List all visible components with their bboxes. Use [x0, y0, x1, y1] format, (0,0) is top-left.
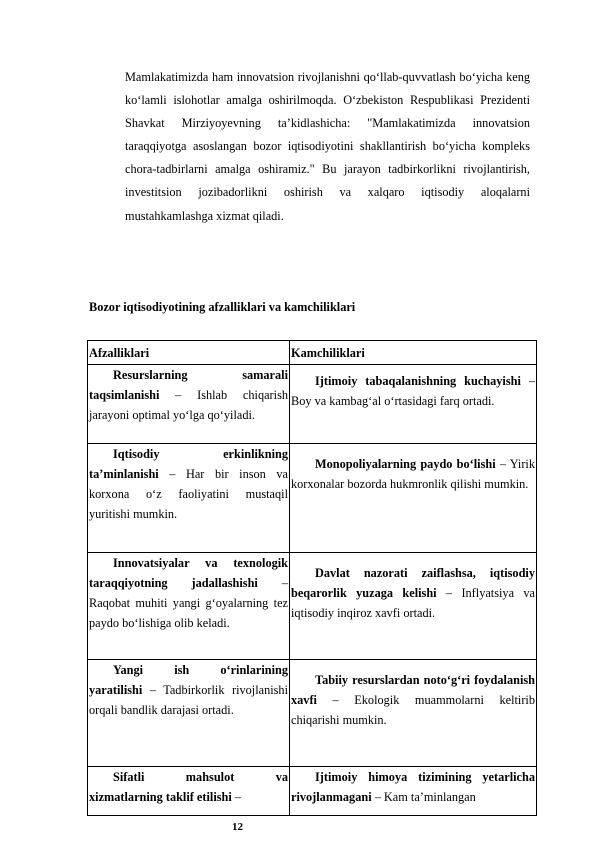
- disadvantage-text: – Yirik korxonalar bozorda hukmronlik qilishi mumkin.: [291, 457, 536, 491]
- disadvantage-title: Tabiiy resurslardan noto‘g‘ri foydalanish xavfi: [291, 673, 535, 707]
- disadvantage-title: Ijtimoiy himoya tizimining yetarlicha rivojlanmagani: [291, 770, 535, 804]
- disadvantage-title: Monopoliyalarning paydo bo‘lishi: [315, 457, 496, 471]
- intro-paragraph: [125, 66, 530, 228]
- disadvantage-cell: [290, 444, 537, 553]
- advantage-text: –: [231, 790, 242, 804]
- page-number-text: 12: [232, 821, 243, 833]
- disadvantage-cell: [290, 365, 537, 444]
- advantage-cell: [88, 767, 290, 816]
- advantage-cell: [88, 365, 290, 444]
- page-number: [0, 821, 595, 833]
- advantage-text: – Raqobat muhiti yangi g‘oyalarning tez paydo bo‘lishiga olib keladi.: [89, 576, 288, 630]
- advantage-cell: [88, 553, 290, 660]
- table-row: [88, 444, 537, 553]
- advantage-title: Sifatli mahsulot va xizmatlarning taklif etilishi: [89, 770, 288, 804]
- disadvantage-title: Ijtimoiy tabaqalanishning kuchayishi: [315, 374, 521, 388]
- disadvantage-text: – Inflyatsiya va iqtisodiy inqiroz xavfi ortadi.: [291, 586, 535, 620]
- advantage-text: – Tadbirkorlik rivojlanishi orqali bandlik darajasi ortadi.: [89, 683, 288, 717]
- advantage-text: – Har bir inson va korxona o‘z faoliyatini mustaqil yuritishi mumkin.: [89, 467, 288, 521]
- advantage-text: – Ishlab chiqarish jarayoni optimal yo‘lga qo‘yiladi.: [89, 388, 288, 422]
- header-advantages: Afzalliklari: [88, 341, 290, 365]
- advantage-title: Resurslarning samarali taqsimlanishi: [89, 368, 288, 402]
- advantage-title: Yangi ish o‘rinlarining yaratilishi: [89, 663, 288, 697]
- header-disadvantages: Kamchiliklari: [290, 341, 537, 365]
- table-row: [88, 660, 537, 767]
- disadvantage-text: – Boy va kambag‘al o‘rtasidagi farq ortadi.: [291, 374, 535, 408]
- disadvantage-text: – Kam ta’minlangan: [371, 790, 476, 804]
- disadvantage-cell: [290, 660, 537, 767]
- disadvantage-cell: [290, 767, 537, 816]
- advantage-cell: [88, 444, 290, 553]
- intro-text: Mamlakatimizda ham innovatsion rivojlanishni qo‘llab-quvvatlash bo‘yicha keng ko‘lamli islohotlar amalga oshirilmoqda. O‘zbekiston Respublikasi Prezidenti Shavkat Mirziyoyevning ta’kidlashicha: "Mamlakatimizda innovatsion taraqqiyotga asoslangan bozor iqtisodiyotini shakllantirish bo‘yicha kompleks chora-tadbirlarni amalga oshiramiz." Bu jarayon tadbirkorlikni rivojlantirish, investitsion jozibadorlikni oshirish va xalqaro iqtisodiy aloqalarni mustahkamlashga xizmat qiladi.: [125, 70, 530, 223]
- advantage-title: Iqtisodiy erkinlikning ta’minlanishi: [89, 447, 288, 481]
- table-row: [88, 553, 537, 660]
- table-header-row: [88, 341, 537, 365]
- table-row: [88, 767, 537, 816]
- advantage-cell: [88, 660, 290, 767]
- disadvantage-text: – Ekologik muammolarni keltirib chiqarishi mumkin.: [291, 693, 535, 727]
- disadvantage-title: Davlat nazorati zaiflashsa, iqtisodiy beqarorlik yuzaga kelishi: [291, 566, 535, 600]
- advantage-title: Innovatsiyalar va texnologik taraqqiyotning jadallashishi: [89, 556, 288, 590]
- section-title: Bozor iqtisodiyotining afzalliklari va kamchiliklari: [89, 300, 356, 314]
- comparison-table: [87, 340, 537, 816]
- disadvantage-cell: [290, 553, 537, 660]
- table-row: [88, 365, 537, 444]
